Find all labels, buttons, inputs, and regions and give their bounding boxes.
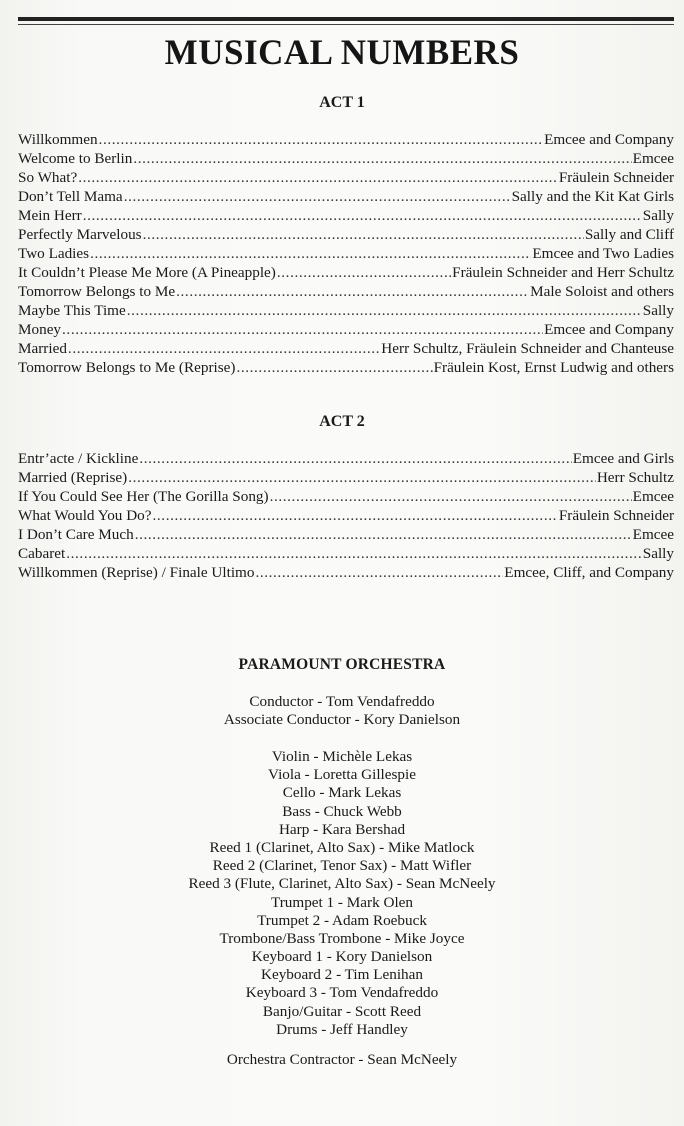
dot-leader (176, 282, 529, 301)
song-title: Money (18, 321, 62, 338)
musician-credit: Viola - Loretta Gillespie (268, 766, 416, 784)
song-row (18, 149, 674, 168)
dot-leader (90, 244, 531, 263)
song-row (18, 339, 674, 358)
top-rule-thick (18, 17, 674, 21)
song-row (18, 263, 674, 282)
song-title: Married (Reprise) (18, 469, 128, 486)
song-title: So What? (18, 169, 78, 186)
song-row (18, 244, 674, 263)
musician-credit: Keyboard 3 - Tom Vendafreddo (245, 984, 439, 1002)
song-title: Entr’acte / Kickline (18, 450, 139, 467)
musician-credit: Keyboard 1 - Kory Danielson (251, 948, 433, 966)
song-performer: Sally (642, 545, 674, 562)
song-title: Willkommen (18, 131, 98, 148)
song-row (18, 525, 674, 544)
song-performer: Herr Schultz, Fräulein Schneider and Chanteuse (381, 340, 674, 357)
song-row (18, 187, 674, 206)
musician-credit: Bass - Chuck Webb (282, 802, 402, 820)
dot-leader (135, 525, 632, 544)
dot-leader (236, 358, 432, 377)
dot-leader (128, 468, 596, 487)
song-title: Maybe This Time (18, 302, 126, 319)
musician-credit: Reed 3 (Flute, Clarinet, Alto Sax) - Sean McNeely (188, 875, 496, 893)
musician-credit: Trombone/Bass Trombone - Mike Joyce (219, 929, 465, 947)
musician-list (0, 748, 684, 1039)
song-row (18, 320, 674, 339)
song-title: Married (18, 340, 67, 357)
song-title: Cabaret (18, 545, 66, 562)
song-row (18, 206, 674, 225)
dot-leader (153, 506, 558, 525)
song-row (18, 506, 674, 525)
act1-song-list (18, 130, 674, 377)
song-performer: Fräulein Kost, Ernst Ludwig and others (433, 359, 674, 376)
song-performer: Fräulein Schneider and Herr Schultz (452, 264, 674, 281)
dot-leader (83, 206, 642, 225)
song-performer: Emcee and Company (544, 131, 674, 148)
musician-credit: Trumpet 1 - Mark Olen (270, 893, 414, 911)
song-row (18, 282, 674, 301)
song-row (18, 487, 674, 506)
orchestra-heading: PARAMOUNT ORCHESTRA (238, 656, 446, 673)
orchestra-contractor (0, 1051, 684, 1069)
dot-leader (133, 149, 631, 168)
song-title: Tomorrow Belongs to Me (18, 283, 176, 300)
song-title: What Would You Do? (18, 507, 152, 524)
musician-credit: Violin - Michèle Lekas (271, 748, 413, 765)
song-performer: Herr Schultz (596, 469, 674, 486)
top-rule-thin (18, 24, 674, 25)
conductor-credit: Associate Conductor - Kory Danielson (223, 711, 461, 729)
song-row (18, 449, 674, 468)
dot-leader (255, 563, 503, 582)
song-row (18, 130, 674, 149)
musician-credit: Trumpet 2 - Adam Roebuck (257, 911, 427, 929)
musician-credit: Reed 1 (Clarinet, Alto Sax) - Mike Matlock (209, 838, 475, 856)
song-performer: Sally and Cliff (584, 226, 674, 243)
dot-leader (124, 187, 511, 206)
conductor-list (0, 693, 684, 729)
song-performer: Fräulein Schneider (558, 507, 674, 524)
song-row (18, 563, 674, 582)
song-title: Perfectly Marvelous (18, 226, 142, 243)
dot-leader (78, 168, 558, 187)
song-performer: Emcee (632, 526, 674, 543)
song-performer: Emcee and Company (544, 321, 674, 338)
song-row (18, 468, 674, 487)
musician-credit: Banjo/Guitar - Scott Reed (262, 1002, 422, 1020)
dot-leader (143, 225, 584, 244)
dot-leader (99, 130, 544, 149)
song-performer: Sally (642, 302, 674, 319)
song-title: Mein Herr (18, 207, 82, 224)
song-performer: Emcee and Two Ladies (532, 245, 674, 262)
song-title: Welcome to Berlin (18, 150, 133, 167)
dot-leader (68, 339, 380, 358)
dot-leader (66, 544, 642, 563)
song-row (18, 225, 674, 244)
song-title: Two Ladies (18, 245, 90, 262)
song-performer: Sally and the Kit Kat Girls (511, 188, 674, 205)
contractor-line: Orchestra Contractor - Sean McNeely (226, 1051, 458, 1068)
song-performer: Emcee and Girls (572, 450, 674, 467)
song-row (18, 168, 674, 187)
song-performer: Fräulein Schneider (558, 169, 674, 186)
song-title: I Don’t Care Much (18, 526, 134, 543)
musician-credit: Drums - Jeff Handley (276, 1020, 408, 1038)
song-performer: Sally (642, 207, 674, 224)
song-performer: Emcee, Cliff, and Company (504, 564, 674, 581)
song-title: Willkommen (Reprise) / Finale Ultimo (18, 564, 255, 581)
dot-leader (62, 320, 543, 339)
song-performer: Emcee (632, 488, 674, 505)
song-title: It Couldn’t Please Me More (A Pineapple) (18, 264, 276, 281)
song-row (18, 544, 674, 563)
conductor-credit: Conductor - Tom Vendafreddo (249, 693, 435, 710)
song-row (18, 301, 674, 320)
page-title: MUSICAL NUMBERS (164, 32, 520, 73)
musician-credit: Cello - Mark Lekas (282, 784, 402, 802)
song-performer: Emcee (632, 150, 674, 167)
song-performer: Male Soloist and others (530, 283, 674, 300)
act2-heading: ACT 2 (319, 413, 365, 430)
musician-credit: Keyboard 2 - Tim Lenihan (261, 966, 423, 984)
musician-credit: Harp - Kara Bershad (278, 820, 406, 838)
musician-credit: Reed 2 (Clarinet, Tenor Sax) - Matt Wifler (212, 857, 472, 875)
song-title: Don’t Tell Mama (18, 188, 123, 205)
dot-leader (139, 449, 571, 468)
song-title: If You Could See Her (The Gorilla Song) (18, 488, 269, 505)
dot-leader (277, 263, 451, 282)
act1-heading: ACT 1 (319, 94, 365, 111)
song-title: Tomorrow Belongs to Me (Reprise) (18, 359, 236, 376)
dot-leader (127, 301, 642, 320)
act2-song-list (18, 449, 674, 582)
dot-leader (270, 487, 632, 506)
song-row (18, 358, 674, 377)
